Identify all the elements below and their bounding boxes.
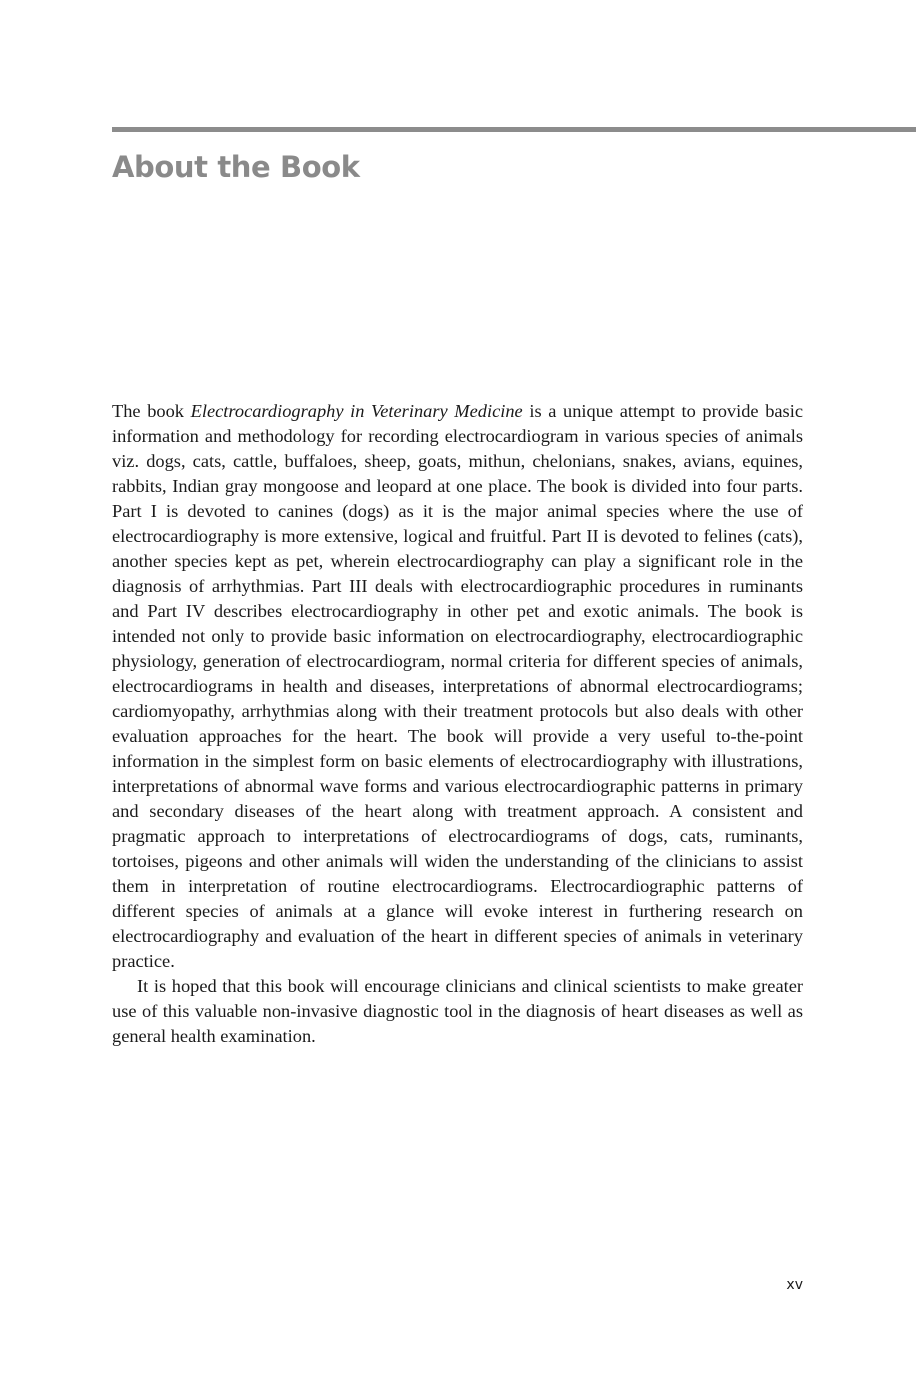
book-title-italic: Electrocardiography in Veterinary Medicine <box>190 401 523 421</box>
page-number: xv <box>786 1277 803 1293</box>
chapter-top-rule <box>112 127 916 132</box>
chapter-title: About the Book <box>112 150 360 184</box>
body-text <box>112 399 803 1049</box>
paragraph-1-text: is a unique attempt to provide basic information and methodology for recording electrocardiogram in various species of animals viz. dogs, cats, cattle, buffaloes, sheep, goats, mithun, chelonians, snakes, avians, equines, rabbits, Indian gray mongoose and leopard at one place. The book is divided into four parts. Part I is devoted to canines (dogs) as it is the major animal species where the use of electrocardiography is more extensive, logical and fruitful. Part II is devoted to felines (cats), another species kept as pet, wherein electrocardiography can play a significant role in the diagnosis of arrhythmias. Part III deals with electrocardiographic procedures in ruminants and Part IV describes electrocardiography in other pet and exotic animals. The book is intended not only to provide basic information on electrocardiography, electrocardiographic physiology, generation of electrocardiogram, normal criteria for different species of animals, electrocardiograms in health and diseases, interpretations of abnormal electrocardiograms; cardiomyopathy, arrhythmias along with their treatment protocols but also deals with other evaluation approaches for the heart. The book will provide a very useful to-the-point information in the simplest form on basic elements of electrocardiography with illustrations, interpretations of abnormal wave forms and various electrocardiographic patterns in primary and secondary diseases of the heart along with treatment approach. A consistent and pragmatic approach to interpretations of electrocardiograms of dogs, cats, ruminants, tortoises, pigeons and other animals will widen the understanding of the clinicians to assist them in interpretation of routine electrocardiograms. Electrocardiographic patterns of different species of animals at a glance will evoke interest in furthering research on electrocardiography and evaluation of the heart in different species of animals in veterinary practice. <box>112 401 803 971</box>
paragraph-1-lead: The book <box>112 401 191 421</box>
paragraph-1 <box>112 399 803 974</box>
paragraph-2: It is hoped that this book will encourage clinicians and clinical scientists to make greater use of this valuable non-invasive diagnostic tool in the diagnosis of heart diseases as well as general health examination. <box>112 976 803 1046</box>
